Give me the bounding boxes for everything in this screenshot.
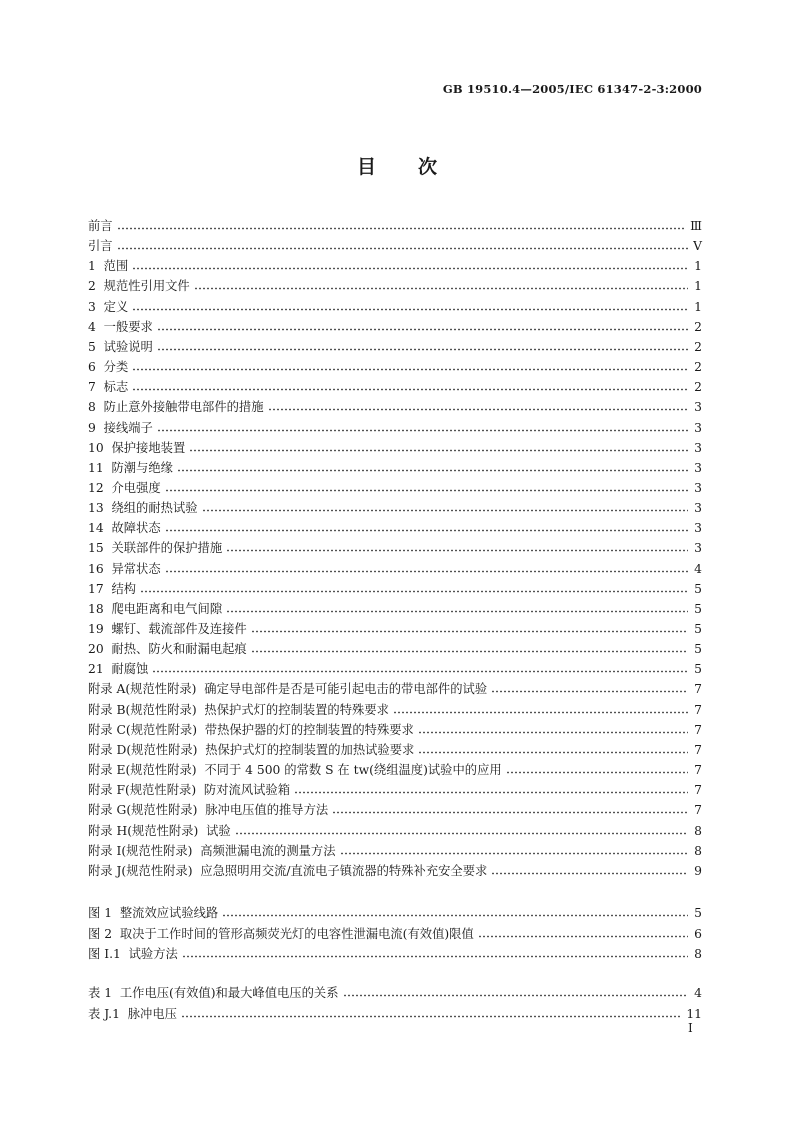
dot-leader [117, 242, 688, 250]
toc-entry-page: 3 [694, 440, 702, 455]
toc-table-entry[interactable] [88, 1001, 702, 1021]
toc-table-entry[interactable] [88, 980, 702, 1000]
toc-section-entry[interactable] [88, 435, 702, 455]
toc-entry-label: 8 防止意外接触带电部件的措施 [88, 400, 264, 415]
dot-leader [157, 343, 688, 351]
toc-entry-label: 附录 G(规范性附录) 脉冲电压值的推导方法 [88, 803, 329, 818]
toc-entry-page: 3 [694, 521, 702, 536]
dot-leader [418, 726, 688, 734]
dot-leader [140, 585, 688, 593]
toc-entry-label: 引言 [88, 239, 113, 254]
toc-entry-page: 2 [694, 360, 702, 375]
toc-entry-page: 7 [694, 722, 702, 737]
toc-entry-page: 5 [694, 906, 702, 920]
dot-leader [418, 746, 688, 754]
toc-section-entry[interactable] [88, 515, 702, 535]
toc-section-entry[interactable] [88, 697, 702, 717]
toc-entry-page: 9 [694, 863, 702, 878]
toc-entry-page: 1 [694, 299, 702, 314]
toc-section-entry[interactable] [88, 576, 702, 596]
dot-leader [226, 544, 688, 552]
dot-leader [478, 930, 688, 938]
toc-entry-label: 表 1 工作电压(有效值)和最大峰值电压的关系 [88, 986, 339, 1000]
toc-section-entry[interactable] [88, 394, 702, 414]
toc-entry-label: 附录 J(规范性附录) 应急照明用交流/直流电子镇流器的特殊补充安全要求 [88, 863, 488, 878]
dot-leader [268, 403, 688, 411]
toc-entry-page: 2 [694, 380, 702, 395]
dot-leader [165, 524, 688, 532]
toc-section-entry[interactable] [88, 818, 702, 838]
toc-section-entry[interactable] [88, 294, 702, 314]
dot-leader [132, 262, 688, 270]
toc-section-entry[interactable] [88, 354, 702, 374]
toc-entry-page: 4 [694, 561, 702, 576]
toc-section-entry[interactable] [88, 253, 702, 273]
toc-entry-page: 7 [694, 783, 702, 798]
toc-section-entry[interactable] [88, 334, 702, 354]
toc-entry-label: 图 1 整流效应试验线路 [88, 906, 219, 920]
toc-entry-label: 16 异常状态 [88, 561, 161, 576]
dot-leader [132, 383, 688, 391]
dot-leader [340, 847, 688, 855]
standard-code: GB 19510.4—2005/IEC 61347-2-3:2000 [442, 82, 702, 96]
toc-entry-page: 8 [694, 947, 702, 961]
dot-leader [491, 867, 688, 875]
toc-figure-entry[interactable] [88, 921, 702, 941]
toc-figure-entry[interactable] [88, 941, 702, 961]
toc-entry-label: 21 耐腐蚀 [88, 662, 149, 677]
dot-leader [332, 806, 688, 814]
toc-entry-label: 7 标志 [88, 380, 129, 395]
toc-entry-label: 15 关联部件的保护措施 [88, 541, 223, 556]
toc-entry-page: 3 [694, 420, 702, 435]
dot-leader [132, 303, 688, 311]
toc-entry-page: 5 [694, 601, 702, 616]
dot-leader [226, 605, 688, 613]
dot-leader [202, 504, 688, 512]
dot-leader [117, 222, 687, 230]
toc-entry-label: 2 规范性引用文件 [88, 279, 190, 294]
dot-leader [194, 282, 688, 290]
toc-entry-page: 1 [694, 259, 702, 274]
toc-entry-page: 8 [694, 843, 702, 858]
toc-section-entry[interactable] [88, 596, 702, 616]
toc-entry-label: 附录 C(规范性附录) 带热保护器的灯的控制装置的特殊要求 [88, 722, 414, 737]
toc-entry-label: 19 螺钉、载流部件及连接件 [88, 622, 247, 636]
toc-entry-label: 附录 B(规范性附录) 热保护式灯的控制装置的特殊要求 [88, 702, 389, 717]
dot-leader [152, 665, 688, 673]
page-number: I [688, 1021, 693, 1035]
toc-entry-label: 6 分类 [88, 360, 129, 375]
toc-entry-page: 5 [694, 662, 702, 677]
toc-section-entry[interactable] [88, 495, 702, 515]
dot-leader [157, 424, 688, 432]
toc-section-entry[interactable] [88, 656, 702, 676]
toc-entry-label: 前言 [88, 219, 113, 233]
toc-entry-page: 3 [694, 480, 702, 495]
dot-leader [222, 909, 688, 917]
dot-leader [182, 950, 688, 958]
toc-entry-page: 3 [694, 460, 702, 475]
toc-entry-label: 12 介电强度 [88, 480, 161, 495]
toc-entry-label: 1 范围 [88, 259, 129, 274]
toc-entry-page: 5 [694, 622, 702, 636]
toc-entry-page: 1 [694, 279, 702, 294]
toc-entry-label: 10 保护接地装置 [88, 440, 186, 455]
toc-entry-label: 5 试验说明 [88, 339, 153, 354]
toc-entry-page: 7 [694, 702, 702, 717]
toc-section-entry[interactable] [88, 314, 702, 334]
toc-entry-label: 3 定义 [88, 299, 129, 314]
toc-section-entry[interactable] [88, 233, 702, 253]
toc-entry-page: V [693, 239, 702, 254]
toc-entry-label: 17 结构 [88, 581, 137, 596]
dot-leader [491, 685, 688, 693]
toc-entry-page: 7 [694, 803, 702, 818]
toc-entry-label: 13 绕组的耐热试验 [88, 501, 198, 516]
toc-entry-label: 20 耐热、防火和耐漏电起痕 [88, 642, 247, 657]
toc-section-entry[interactable] [88, 797, 702, 817]
toc-section-entry[interactable] [88, 676, 702, 696]
toc-entry-label: 附录 A(规范性附录) 确定导电部件是否是可能引起电击的带电部件的试验 [88, 682, 488, 697]
dot-leader [251, 625, 688, 633]
toc-entry-label: 11 防潮与绝缘 [88, 460, 173, 475]
dot-leader [181, 1010, 682, 1018]
toc-entry-label: 图 2 取决于工作时间的管形高频荧光灯的电容性泄漏电流(有效值)限值 [88, 926, 474, 941]
toc-section-entry[interactable] [88, 374, 702, 394]
dot-leader [506, 766, 688, 774]
toc-section-entry[interactable] [88, 273, 702, 293]
toc-entry-page: 7 [694, 763, 702, 778]
toc-section-entry[interactable] [88, 858, 702, 878]
toc-figure-entry[interactable] [88, 900, 702, 920]
toc-entry-label: 表 J.1 脉冲电压 [88, 1006, 177, 1021]
toc-entry-label: 附录 I(规范性附录) 高频泄漏电流的测量方法 [88, 843, 336, 858]
toc-entry-page: 7 [694, 682, 702, 697]
dot-leader [393, 706, 688, 714]
toc-entry-label: 附录 E(规范性附录) 不同于 4 500 的常数 S 在 tw(绕组温度)试验中的应用 [88, 763, 502, 778]
toc-entry-page: 2 [694, 339, 702, 354]
toc-section-entry[interactable] [88, 616, 702, 636]
toc-section-entry[interactable] [88, 455, 702, 475]
toc-section-entry[interactable] [88, 213, 702, 233]
toc-entry-label: 附录 D(规范性附录) 热保护式灯的控制装置的加热试验要求 [88, 742, 415, 757]
toc-entry-page: 4 [694, 986, 702, 1000]
toc-entry-page: 3 [694, 400, 702, 415]
toc-entry-page: 3 [694, 541, 702, 556]
dot-leader [165, 484, 688, 492]
dot-leader [157, 323, 688, 331]
dot-leader [251, 645, 688, 653]
toc-entry-label: 附录 F(规范性附录) 防对流风试验箱 [88, 783, 291, 798]
dot-leader [235, 827, 688, 835]
toc-entry-page: 11 [686, 1006, 702, 1021]
toc-section-entry[interactable] [88, 737, 702, 757]
toc-entry-label: 4 一般要求 [88, 319, 153, 334]
toc-section-entry[interactable] [88, 535, 702, 555]
toc-section-entry[interactable] [88, 838, 702, 858]
toc-entry-page: 7 [694, 742, 702, 757]
dot-leader [165, 565, 688, 573]
toc-entry-label: 图 I.1 试验方法 [88, 947, 178, 961]
toc-entry-page: 5 [694, 581, 702, 596]
toc-section-entry[interactable] [88, 757, 702, 777]
toc-entry-label: 14 故障状态 [88, 521, 161, 536]
toc-section-entry[interactable] [88, 475, 702, 495]
toc-entry-page: 2 [694, 319, 702, 334]
dot-leader [189, 444, 688, 452]
toc-section-entry[interactable] [88, 717, 702, 737]
toc-section-entry[interactable] [88, 415, 702, 435]
toc-section-entry[interactable] [88, 556, 702, 576]
toc-section-entry[interactable] [88, 777, 702, 797]
toc-section-entry[interactable] [88, 636, 702, 656]
dot-leader [177, 464, 688, 472]
toc-entry-page: 8 [694, 823, 702, 838]
toc-entry-label: 9 接线端子 [88, 420, 153, 435]
toc-entry-page: 6 [694, 926, 702, 941]
page-title: 目次 [356, 156, 479, 178]
dot-leader [343, 989, 689, 997]
toc-entry-page: 5 [694, 642, 702, 657]
toc-entry-page: 3 [694, 501, 702, 516]
toc-entry-page: Ⅲ [690, 219, 702, 233]
toc-entry-label: 18 爬电距离和电气间隙 [88, 601, 223, 616]
dot-leader [294, 786, 688, 794]
dot-leader [132, 363, 688, 371]
toc-entry-label: 附录 H(规范性附录) 试验 [88, 823, 231, 838]
